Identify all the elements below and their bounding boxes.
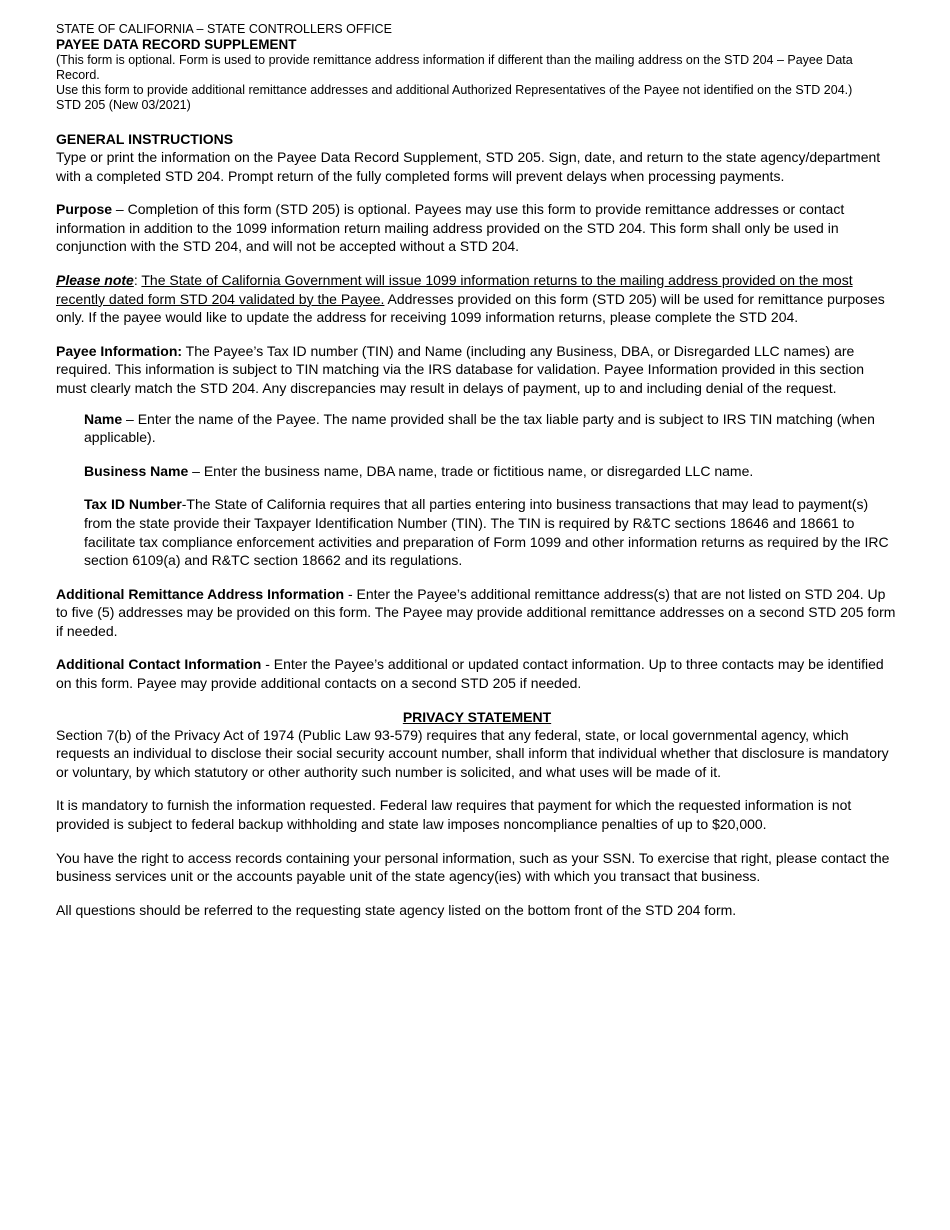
contact-text: - Enter the Payee’s additional or updated contact information. Up to three contacts may be identified on this form. Payee may provide additional contacts on a second STD 205 if needed.	[56, 656, 884, 692]
privacy-paragraph-3: You have the right to access records containing your personal information, such as your SSN. To exercise that right, please contact the business services unit or the accounts payable unit of the state agency(ies) with which you transact that business.	[56, 849, 890, 885]
business-name-paragraph	[84, 462, 898, 481]
payee-info-label: Payee Information:	[56, 342, 183, 359]
purpose-text: – Completion of this form (STD 205) is optional. Payees may use this form to provide remittance addresses or contact information in addition to the 1099 information return mailing address provided on the STD 204. This form shall only be used in conjunction with the STD 204, and will not be accepted without a STD 204.	[56, 201, 845, 255]
tax-id-label: Tax ID Number	[84, 496, 182, 513]
form-note-line2: Use this form to provide additional remittance addresses and additional Authorized Representatives of the Payee not identified on the STD 204.)	[56, 83, 853, 97]
privacy-paragraph-2: It is mandatory to furnish the information requested. Federal law requires that payment for which the requested information is not provided is subject to federal backup withholding and state law imposes noncompliance penalties of up to $20,000.	[56, 797, 852, 833]
remittance-text: - Enter the Payee’s additional remittance address(s) that are not listed on STD 204. Up to five (5) addresses may be provided on this form. The Payee may provide additional remittance addresses on a second STD 205 form if needed.	[56, 585, 896, 639]
please-note-label: Please note	[56, 271, 134, 288]
name-paragraph	[84, 410, 898, 447]
general-instructions-heading: GENERAL INSTRUCTIONS	[56, 131, 234, 147]
business-name-text: – Enter the business name, DBA name, trade or fictitious name, or disregarded LLC name.	[188, 462, 754, 479]
privacy-paragraph-4: All questions should be referred to the requesting state agency listed on the bottom front of the STD 204 form.	[56, 901, 737, 918]
payee-info-paragraph	[56, 342, 898, 398]
name-label: Name	[84, 410, 123, 427]
form-id: STD 205 (New 03/2021)	[56, 98, 191, 112]
agency-line: STATE OF CALIFORNIA – STATE CONTROLLERS OFFICE	[56, 22, 392, 36]
payee-info-text: The Payee’s Tax ID number (TIN) and Name (including any Business, DBA, or Disregarded LLC names) are required. This information is subject to TIN matching via the IRS database for validation. Payee Information provided in this section must clearly match the STD 204. Any discrepancies may result in delays of payment, up to and including denial of the request.	[56, 342, 865, 396]
remittance-label: Additional Remittance Address Information	[56, 585, 345, 602]
name-text: – Enter the name of the Payee. The name provided shall be the tax liable party and is subject to IRS TIN matching (when applicable).	[84, 410, 875, 446]
please-note-colon: :	[133, 271, 142, 288]
please-note-rest: Addresses provided on this form (STD 205) will be used for remittance purposes only. If the payee would like to update the address for receiving 1099 information returns, please complete the STD 204.	[56, 290, 885, 326]
form-note-line1: (This form is optional. Form is used to provide remittance address information if different than the mailing address on the STD 204 – Payee Data Record.	[56, 53, 853, 82]
form-title: PAYEE DATA RECORD SUPPLEMENT	[56, 37, 297, 52]
tax-id-text: -The State of California requires that all parties entering into business transactions that may lead to payment(s) from the state provide their Taxpayer Identification Number (TIN). The TIN is required by R&TC sections 18646 and 18661 to facilitate tax compliance enforcement activities and preparation of Form 1099 and other information returns as required by the IRC section 6109(a) and R&TC section 18662 and its regulations.	[84, 496, 889, 569]
purpose-paragraph	[56, 200, 898, 256]
contact-paragraph	[56, 655, 898, 692]
business-name-label: Business Name	[84, 462, 189, 479]
privacy-statement-heading: PRIVACY STATEMENT	[402, 708, 552, 725]
remittance-paragraph	[56, 585, 898, 641]
please-note-paragraph	[56, 271, 898, 327]
document-page	[56, 22, 898, 919]
please-note-underlined: The State of California Government will issue 1099 information returns to the mailing address provided on the most recently dated form STD 204 validated by the Payee.	[56, 271, 853, 307]
contact-label: Additional Contact Information	[56, 656, 262, 673]
tax-id-paragraph	[84, 495, 898, 569]
purpose-label: Purpose	[56, 201, 113, 218]
privacy-paragraph-1: Section 7(b) of the Privacy Act of 1974 (Public Law 93-579) requires that any federal, state, or local governmental agency, which requests an individual to disclose their social security account number, shall inform that individual whether that disclosure is mandatory or voluntary, by which statutory or other authority such number is solicited, and what uses will be made of it.	[56, 726, 889, 780]
general-intro: Type or print the information on the Payee Data Record Supplement, STD 205. Sign, date, and return to the state agency/department with a completed STD 204. Prompt return of the fully completed forms will prevent delays when processing payments.	[56, 149, 881, 184]
